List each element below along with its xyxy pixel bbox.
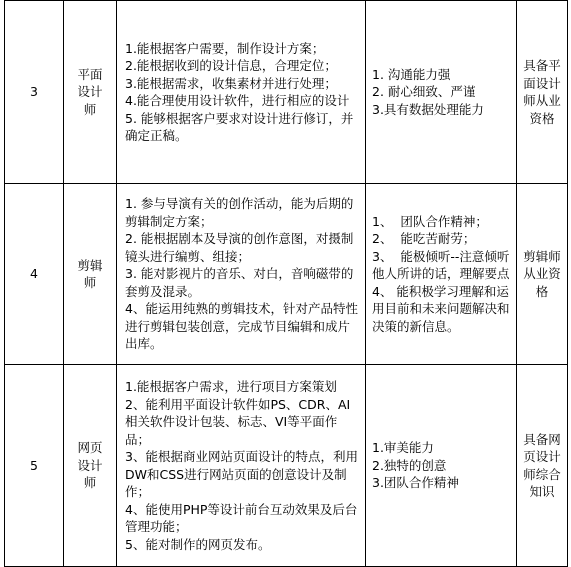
- row-number: 4: [5, 184, 64, 365]
- row-number: 3: [5, 1, 64, 184]
- job-title: 平面 设计 师: [64, 1, 117, 184]
- certification: 具备平面设计师从业资格: [517, 1, 568, 184]
- table-row: [5, 365, 568, 567]
- certification: 具备网页设计师综合知识: [517, 365, 568, 567]
- job-duties: 1.能根据客户需求，进行项目方案策划 2、能利用平面设计软件如PS、CDR、AI相关软件设计包装、标志、VI等平面作品； 3、能根据商业网站页面设计的特点，利用DW和CSS进行网站页面的创意设计及制作； 4、能使用PHP等设计前台互动效果及后台管理功能； 5、能对制作的网页发布。: [117, 365, 366, 567]
- table-row: [5, 1, 568, 184]
- job-title: 剪辑 师: [64, 184, 117, 365]
- job-qualities: 1.审美能力 2.独特的创意 3.团队合作精神: [366, 365, 517, 567]
- job-qualities: 1、 团队合作精神； 2、 能吃苦耐劳； 3、 能极倾听--注意倾听他人所讲的话，理解要点 4、 能积极学习理解和运用目前和未来问题解决和决策的新信息。: [366, 184, 517, 365]
- job-qualities: 1. 沟通能力强 2. 耐心细致、严谨 3.具有数据处理能力: [366, 1, 517, 184]
- job-requirements-table: [4, 0, 568, 567]
- job-duties: 1. 参与导演有关的创作活动，能为后期的剪辑制定方案； 2. 能根据剧本及导演的创作意图，对摄制镜头进行编剪、组接； 3. 能对影视片的音乐、对白，音响磁带的套剪及混录。 4、能运用纯熟的剪辑技术，针对产品特性进行剪辑包装创意，完成节目编辑和成片出库。: [117, 184, 366, 365]
- certification: 剪辑师从业资格: [517, 184, 568, 365]
- row-number: 5: [5, 365, 64, 567]
- job-duties: 1.能根据客户需要，制作设计方案； 2.能根据收到的设计信息，合理定位； 3.能根据需求，收集素材并进行处理； 4.能合理使用设计软件，进行相应的设计 5. 能够根据客户要求对设计进行修订，并确定正稿。: [117, 1, 366, 184]
- job-title: 网页 设计 师: [64, 365, 117, 567]
- table-row: [5, 184, 568, 365]
